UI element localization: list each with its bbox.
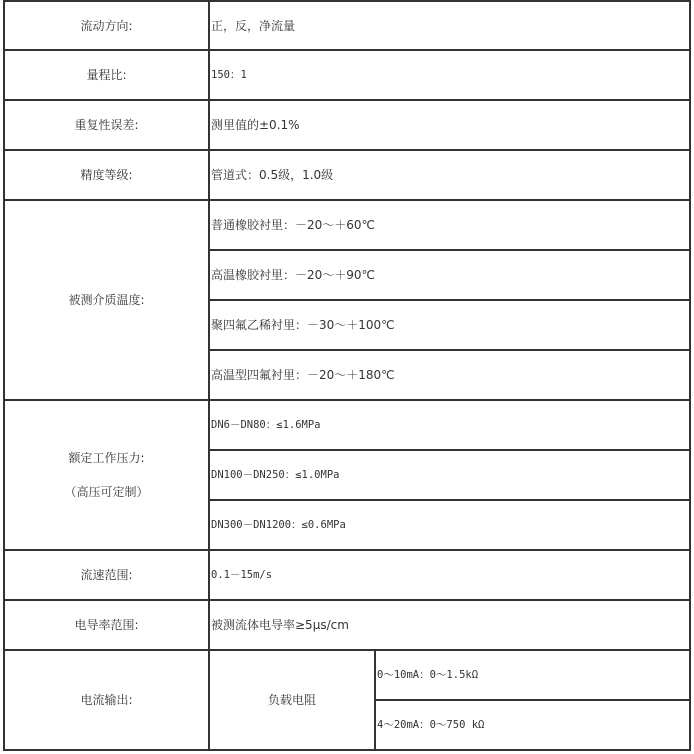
- flow-direction-value: 正，反，净流量: [209, 1, 690, 50]
- load-resistance-label: 负载电阻: [209, 650, 375, 750]
- table-row: [4, 150, 690, 200]
- repeatability-value: 测里值的±0.1%: [209, 100, 690, 150]
- medium-temp-value: 聚四氟乙稀衬里：－30～＋100℃: [209, 300, 690, 350]
- conductivity-label: 电导率范围:: [4, 600, 209, 650]
- rated-pressure-value: DN6－DN80：≤1.6MPa: [209, 400, 690, 450]
- repeatability-label: 重复性误差:: [4, 100, 209, 150]
- table-row: [4, 600, 690, 650]
- rated-pressure-cell: [4, 400, 209, 550]
- table-row: [4, 650, 690, 700]
- table-row: [4, 100, 690, 150]
- range-ratio-label: 量程比:: [4, 50, 209, 100]
- medium-temp-value: 高温型四氟衬里：－20～＋180℃: [209, 350, 690, 400]
- velocity-range-label: 流速范围:: [4, 550, 209, 600]
- medium-temp-value: 高温橡胶衬里：－20～＋90℃: [209, 250, 690, 300]
- spec-table: [3, 0, 691, 751]
- table-row: [4, 200, 690, 250]
- accuracy-label: 精度等级:: [4, 150, 209, 200]
- velocity-range-value: 0.1－15m/s: [209, 550, 690, 600]
- current-output-value: 4～20mA：0～750 kΩ: [375, 700, 690, 750]
- flow-direction-label: 流动方向:: [4, 1, 209, 50]
- table-row: [4, 400, 690, 450]
- conductivity-value: 被测流体电导率≥5μs/cm: [209, 600, 690, 650]
- current-output-value: 0～10mA：0～1.5kΩ: [375, 650, 690, 700]
- accuracy-value: 管道式：0.5级，1.0级: [209, 150, 690, 200]
- table-row: [4, 50, 690, 100]
- current-output-label: 电流输出:: [4, 650, 209, 750]
- rated-pressure-label: 额定工作压力:: [68, 451, 145, 465]
- medium-temp-label: 被测介质温度:: [4, 200, 209, 400]
- medium-temp-value: 普通橡胶衬里：－20～＋60℃: [209, 200, 690, 250]
- rated-pressure-note: （高压可定制）: [64, 485, 149, 499]
- rated-pressure-value: DN300－DN1200：≤0.6MPa: [209, 500, 690, 550]
- table-row: [4, 1, 690, 50]
- range-ratio-value: 150：1: [209, 50, 690, 100]
- table-row: [4, 550, 690, 600]
- rated-pressure-value: DN100－DN250：≤1.0MPa: [209, 450, 690, 500]
